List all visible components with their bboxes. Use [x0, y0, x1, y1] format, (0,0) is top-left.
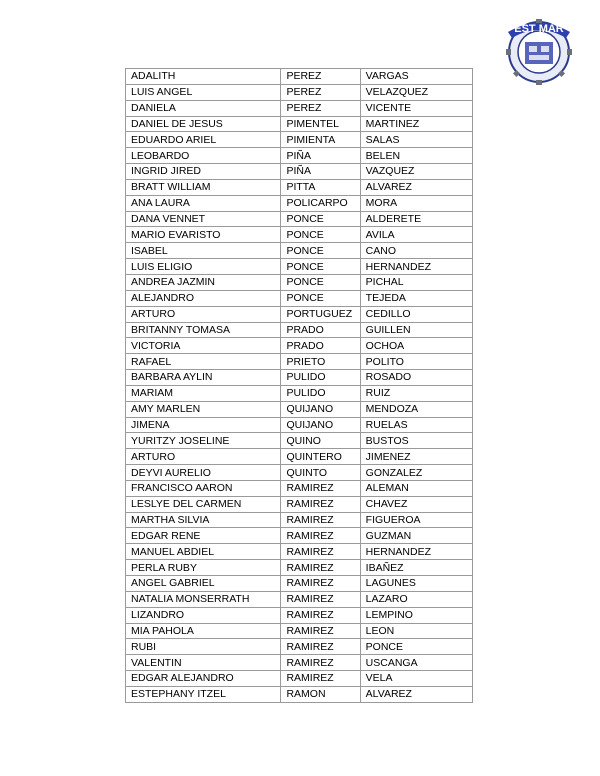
- roster-body: [126, 69, 473, 703]
- maternal-surname-cell: MORA: [360, 195, 472, 211]
- maternal-surname-cell: GUZMAN: [360, 528, 472, 544]
- first-name-cell: YURITZY JOSELINE: [126, 433, 281, 449]
- maternal-surname-cell: POLITO: [360, 354, 472, 370]
- paternal-surname-cell: QUINTERO: [281, 449, 360, 465]
- maternal-surname-cell: ALDERETE: [360, 211, 472, 227]
- table-row: [126, 528, 473, 544]
- table-row: [126, 576, 473, 592]
- maternal-surname-cell: ALVAREZ: [360, 686, 472, 702]
- table-row: [126, 243, 473, 259]
- first-name-cell: RUBI: [126, 639, 281, 655]
- first-name-cell: ANA LAURA: [126, 195, 281, 211]
- first-name-cell: LUIS ANGEL: [126, 84, 281, 100]
- table-row: [126, 417, 473, 433]
- maternal-surname-cell: AVILA: [360, 227, 472, 243]
- table-row: [126, 290, 473, 306]
- table-row: [126, 338, 473, 354]
- paternal-surname-cell: PITTA: [281, 179, 360, 195]
- paternal-surname-cell: PIMIENTA: [281, 132, 360, 148]
- first-name-cell: VALENTIN: [126, 655, 281, 671]
- maternal-surname-cell: JIMENEZ: [360, 449, 472, 465]
- maternal-surname-cell: VICENTE: [360, 100, 472, 116]
- svg-text:EST MAR: EST MAR: [514, 23, 564, 35]
- paternal-surname-cell: RAMIREZ: [281, 480, 360, 496]
- table-row: [126, 148, 473, 164]
- table-row: [126, 259, 473, 275]
- table-row: [126, 322, 473, 338]
- paternal-surname-cell: PONCE: [281, 211, 360, 227]
- table-row: [126, 607, 473, 623]
- first-name-cell: DEYVI AURELIO: [126, 465, 281, 481]
- paternal-surname-cell: PONCE: [281, 274, 360, 290]
- maternal-surname-cell: BELEN: [360, 148, 472, 164]
- school-logo: [500, 10, 578, 88]
- maternal-surname-cell: CEDILLO: [360, 306, 472, 322]
- first-name-cell: ANDREA JAZMIN: [126, 274, 281, 290]
- table-row: [126, 591, 473, 607]
- first-name-cell: MARIO EVARISTO: [126, 227, 281, 243]
- maternal-surname-cell: ALVAREZ: [360, 179, 472, 195]
- first-name-cell: NATALIA MONSERRATH: [126, 591, 281, 607]
- paternal-surname-cell: PRIETO: [281, 354, 360, 370]
- paternal-surname-cell: PRADO: [281, 322, 360, 338]
- paternal-surname-cell: RAMIREZ: [281, 591, 360, 607]
- maternal-surname-cell: ALEMAN: [360, 480, 472, 496]
- first-name-cell: MARIAM: [126, 385, 281, 401]
- paternal-surname-cell: RAMIREZ: [281, 576, 360, 592]
- maternal-surname-cell: LAZARO: [360, 591, 472, 607]
- first-name-cell: VICTORIA: [126, 338, 281, 354]
- paternal-surname-cell: PONCE: [281, 227, 360, 243]
- maternal-surname-cell: RUELAS: [360, 417, 472, 433]
- maternal-surname-cell: VAZQUEZ: [360, 164, 472, 180]
- first-name-cell: ISABEL: [126, 243, 281, 259]
- first-name-cell: BRITANNY TOMASA: [126, 322, 281, 338]
- paternal-surname-cell: RAMIREZ: [281, 528, 360, 544]
- paternal-surname-cell: PULIDO: [281, 370, 360, 386]
- first-name-cell: FRANCISCO AARON: [126, 480, 281, 496]
- maternal-surname-cell: PICHAL: [360, 274, 472, 290]
- maternal-surname-cell: VELAZQUEZ: [360, 84, 472, 100]
- paternal-surname-cell: PRADO: [281, 338, 360, 354]
- maternal-surname-cell: LEMPINO: [360, 607, 472, 623]
- table-row: [126, 116, 473, 132]
- paternal-surname-cell: PIÑA: [281, 148, 360, 164]
- table-row: [126, 274, 473, 290]
- paternal-surname-cell: PIMENTEL: [281, 116, 360, 132]
- first-name-cell: EDGAR ALEJANDRO: [126, 671, 281, 687]
- table-row: [126, 100, 473, 116]
- paternal-surname-cell: PEREZ: [281, 69, 360, 85]
- maternal-surname-cell: CHAVEZ: [360, 496, 472, 512]
- first-name-cell: EDGAR RENE: [126, 528, 281, 544]
- maternal-surname-cell: FIGUEROA: [360, 512, 472, 528]
- paternal-surname-cell: QUINTO: [281, 465, 360, 481]
- table-row: [126, 370, 473, 386]
- first-name-cell: LESLYE DEL CARMEN: [126, 496, 281, 512]
- student-roster-table: [125, 68, 473, 703]
- paternal-surname-cell: POLICARPO: [281, 195, 360, 211]
- paternal-surname-cell: QUIJANO: [281, 401, 360, 417]
- paternal-surname-cell: PEREZ: [281, 84, 360, 100]
- first-name-cell: DANIELA: [126, 100, 281, 116]
- paternal-surname-cell: PONCE: [281, 243, 360, 259]
- maternal-surname-cell: ROSADO: [360, 370, 472, 386]
- maternal-surname-cell: MARTINEZ: [360, 116, 472, 132]
- maternal-surname-cell: MENDOZA: [360, 401, 472, 417]
- table-row: [126, 655, 473, 671]
- first-name-cell: PERLA RUBY: [126, 560, 281, 576]
- paternal-surname-cell: QUINO: [281, 433, 360, 449]
- paternal-surname-cell: RAMIREZ: [281, 496, 360, 512]
- first-name-cell: BARBARA AYLIN: [126, 370, 281, 386]
- paternal-surname-cell: PULIDO: [281, 385, 360, 401]
- first-name-cell: MANUEL ABDIEL: [126, 544, 281, 560]
- table-row: [126, 639, 473, 655]
- table-row: [126, 354, 473, 370]
- first-name-cell: ARTURO: [126, 306, 281, 322]
- first-name-cell: BRATT WILLIAM: [126, 179, 281, 195]
- first-name-cell: INGRID JIRED: [126, 164, 281, 180]
- table-row: [126, 686, 473, 702]
- table-row: [126, 560, 473, 576]
- table-row: [126, 164, 473, 180]
- first-name-cell: MIA PAHOLA: [126, 623, 281, 639]
- first-name-cell: MARTHA SILVIA: [126, 512, 281, 528]
- paternal-surname-cell: PONCE: [281, 259, 360, 275]
- first-name-cell: AMY MARLEN: [126, 401, 281, 417]
- maternal-surname-cell: TEJEDA: [360, 290, 472, 306]
- maternal-surname-cell: LEON: [360, 623, 472, 639]
- table-row: [126, 671, 473, 687]
- table-row: [126, 433, 473, 449]
- first-name-cell: ESTEPHANY ITZEL: [126, 686, 281, 702]
- paternal-surname-cell: PEREZ: [281, 100, 360, 116]
- maternal-surname-cell: CANO: [360, 243, 472, 259]
- table-row: [126, 401, 473, 417]
- maternal-surname-cell: HERNANDEZ: [360, 259, 472, 275]
- table-row: [126, 306, 473, 322]
- paternal-surname-cell: PONCE: [281, 290, 360, 306]
- table-row: [126, 480, 473, 496]
- paternal-surname-cell: RAMIREZ: [281, 560, 360, 576]
- first-name-cell: LIZANDRO: [126, 607, 281, 623]
- maternal-surname-cell: VELA: [360, 671, 472, 687]
- maternal-surname-cell: PONCE: [360, 639, 472, 655]
- first-name-cell: LUIS ELIGIO: [126, 259, 281, 275]
- paternal-surname-cell: RAMIREZ: [281, 623, 360, 639]
- table-row: [126, 449, 473, 465]
- paternal-surname-cell: RAMIREZ: [281, 512, 360, 528]
- first-name-cell: DANIEL DE JESUS: [126, 116, 281, 132]
- table-row: [126, 227, 473, 243]
- first-name-cell: ADALITH: [126, 69, 281, 85]
- table-row: [126, 465, 473, 481]
- maternal-surname-cell: LAGUNES: [360, 576, 472, 592]
- first-name-cell: LEOBARDO: [126, 148, 281, 164]
- first-name-cell: JIMENA: [126, 417, 281, 433]
- maternal-surname-cell: USCANGA: [360, 655, 472, 671]
- table-row: [126, 385, 473, 401]
- table-row: [126, 211, 473, 227]
- maternal-surname-cell: VARGAS: [360, 69, 472, 85]
- first-name-cell: DANA VENNET: [126, 211, 281, 227]
- first-name-cell: EDUARDO ARIEL: [126, 132, 281, 148]
- table-row: [126, 496, 473, 512]
- first-name-cell: ANGEL GABRIEL: [126, 576, 281, 592]
- paternal-surname-cell: RAMIREZ: [281, 544, 360, 560]
- paternal-surname-cell: QUIJANO: [281, 417, 360, 433]
- maternal-surname-cell: GUILLEN: [360, 322, 472, 338]
- paternal-surname-cell: RAMIREZ: [281, 639, 360, 655]
- table-row: [126, 69, 473, 85]
- first-name-cell: ARTURO: [126, 449, 281, 465]
- maternal-surname-cell: GONZALEZ: [360, 465, 472, 481]
- table-row: [126, 132, 473, 148]
- maternal-surname-cell: RUIZ: [360, 385, 472, 401]
- maternal-surname-cell: BUSTOS: [360, 433, 472, 449]
- maternal-surname-cell: OCHOA: [360, 338, 472, 354]
- paternal-surname-cell: RAMIREZ: [281, 671, 360, 687]
- first-name-cell: RAFAEL: [126, 354, 281, 370]
- table-row: [126, 512, 473, 528]
- maternal-surname-cell: IBAÑEZ: [360, 560, 472, 576]
- maternal-surname-cell: HERNANDEZ: [360, 544, 472, 560]
- paternal-surname-cell: RAMON: [281, 686, 360, 702]
- first-name-cell: ALEJANDRO: [126, 290, 281, 306]
- paternal-surname-cell: PORTUGUEZ: [281, 306, 360, 322]
- table-row: [126, 195, 473, 211]
- paternal-surname-cell: RAMIREZ: [281, 607, 360, 623]
- paternal-surname-cell: RAMIREZ: [281, 655, 360, 671]
- school-seal-icon: [500, 10, 578, 88]
- paternal-surname-cell: PIÑA: [281, 164, 360, 180]
- table-row: [126, 179, 473, 195]
- maternal-surname-cell: SALAS: [360, 132, 472, 148]
- table-row: [126, 544, 473, 560]
- table-row: [126, 84, 473, 100]
- table-row: [126, 623, 473, 639]
